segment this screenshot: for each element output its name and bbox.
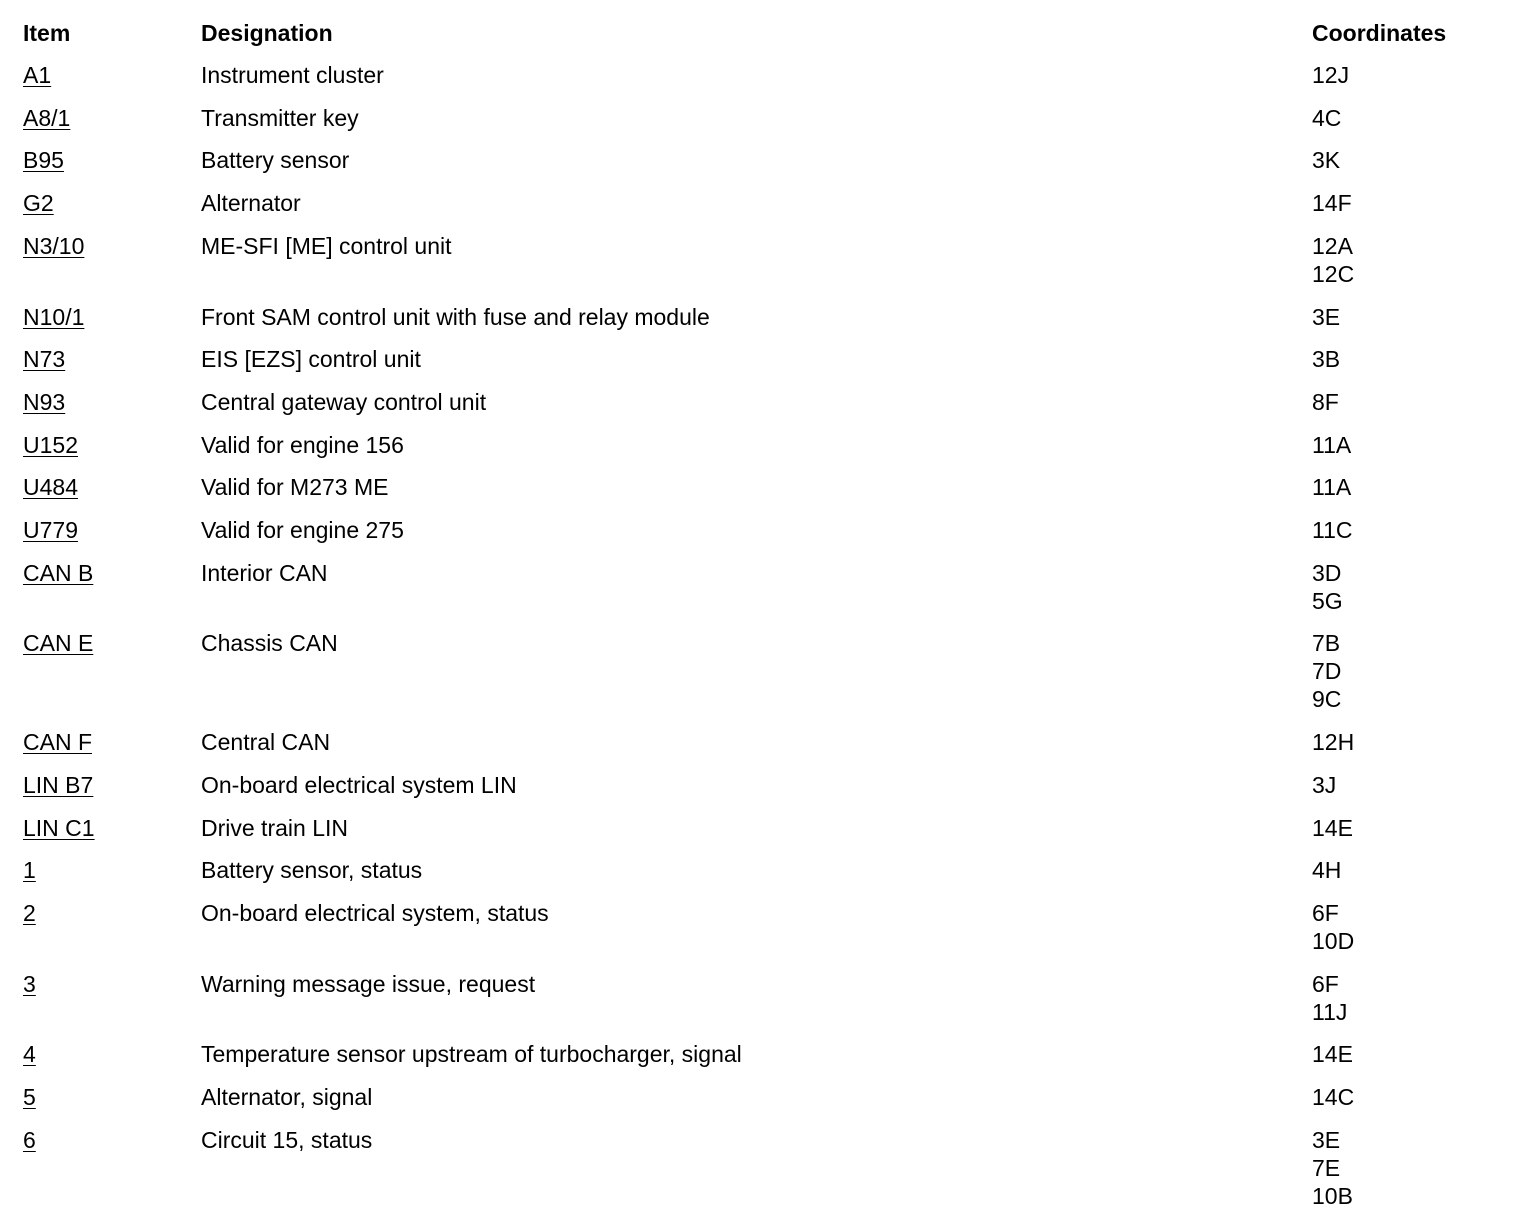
- coordinate-value: 10D: [1312, 927, 1355, 954]
- item-cell: [23, 473, 78, 501]
- item-link[interactable]: U779: [23, 517, 78, 543]
- coordinates-cell: [1312, 771, 1336, 799]
- item-link[interactable]: 4: [23, 1041, 36, 1068]
- coordinate-value: 12C: [1312, 260, 1355, 287]
- designation-cell: EIS [EZS] control unit: [201, 346, 421, 373]
- table-header: [0, 17, 1536, 49]
- coordinate-value: 4H: [1312, 857, 1342, 884]
- item-cell: [23, 1083, 36, 1111]
- item-cell: [23, 431, 78, 459]
- designation-cell: Interior CAN: [201, 559, 328, 586]
- item-link[interactable]: LIN C1: [23, 814, 95, 841]
- coordinates-cell: [1312, 629, 1341, 713]
- item-link[interactable]: N10/1: [23, 303, 85, 330]
- coordinate-value: 6F: [1312, 899, 1339, 926]
- designation-cell: Warning message issue, request: [201, 970, 536, 997]
- designation-cell: Valid for engine 156: [201, 431, 404, 458]
- coordinate-value: 3K: [1312, 147, 1341, 174]
- designation-cell: Circuit 15, status: [201, 1126, 373, 1153]
- coordinates-cell: [1312, 189, 1352, 217]
- designation-cell: Valid for M273 ME: [201, 474, 389, 501]
- item-cell: [23, 856, 36, 884]
- item-cell: [23, 104, 70, 132]
- item-cell: [23, 303, 84, 331]
- coordinate-value: 11A: [1312, 474, 1352, 501]
- coordinate-value: 3J: [1312, 771, 1337, 798]
- coordinate-value: 4C: [1312, 104, 1342, 131]
- coordinate-value: 12A: [1312, 232, 1353, 259]
- coordinate-value: 11C: [1312, 517, 1353, 543]
- coordinates-cell: [1312, 856, 1341, 884]
- item-cell: [23, 516, 78, 544]
- item-cell: [23, 814, 95, 842]
- coordinates-cell: [1312, 728, 1354, 756]
- item-link[interactable]: 5: [23, 1084, 36, 1110]
- header-item: Item: [23, 20, 71, 46]
- coordinate-value: 9C: [1312, 686, 1342, 713]
- item-link[interactable]: 3: [23, 970, 36, 997]
- coordinate-value: 11J: [1312, 998, 1348, 1025]
- coordinates-cell: [1312, 431, 1351, 459]
- item-cell: [23, 189, 54, 217]
- coordinate-value: 8F: [1312, 388, 1339, 415]
- designation-cell: Battery sensor: [201, 147, 350, 174]
- designation-cell: Instrument cluster: [201, 62, 384, 88]
- coordinate-value: 5G: [1312, 587, 1343, 614]
- item-link[interactable]: LIN B7: [23, 771, 94, 798]
- coordinates-cell: [1312, 146, 1340, 174]
- designation-cell: On-board electrical system, status: [201, 899, 549, 926]
- designation-cell: ME-SFI [ME] control unit: [201, 232, 452, 259]
- designation-cell: Drive train LIN: [201, 814, 348, 841]
- designation-cell: Valid for engine 275: [201, 517, 404, 543]
- coordinate-value: 3E: [1312, 1126, 1341, 1153]
- item-cell: [23, 388, 65, 416]
- coordinates-cell: [1312, 473, 1351, 501]
- coordinates-cell: [1312, 1040, 1353, 1068]
- designation-cell: Temperature sensor upstream of turbocharger, signal: [201, 1041, 742, 1068]
- item-cell: [23, 1126, 36, 1154]
- item-link[interactable]: B95: [23, 147, 64, 174]
- coordinate-value: 3B: [1312, 346, 1341, 373]
- item-link[interactable]: N73: [23, 346, 66, 373]
- coordinate-value: 6F: [1312, 970, 1339, 997]
- item-cell: [23, 728, 92, 756]
- item-link[interactable]: N93: [23, 388, 66, 415]
- coordinate-value: 14E: [1312, 814, 1353, 841]
- designation-cell: Battery sensor, status: [201, 857, 423, 884]
- item-link[interactable]: G2: [23, 190, 54, 217]
- item-link[interactable]: CAN F: [23, 729, 92, 756]
- header-coordinates: Coordinates: [1312, 20, 1447, 46]
- coordinate-value: 14F: [1312, 190, 1352, 217]
- coordinates-cell: [1312, 516, 1353, 544]
- coordinates-cell: [1312, 814, 1353, 842]
- item-cell: [23, 559, 93, 587]
- item-cell: [23, 970, 36, 998]
- item-cell: [23, 232, 84, 260]
- coordinates-cell: [1312, 1126, 1353, 1210]
- coordinate-value: 3D: [1312, 559, 1342, 586]
- coordinate-value: 14E: [1312, 1041, 1353, 1068]
- coordinate-value: 7E: [1312, 1154, 1341, 1181]
- item-cell: [23, 629, 93, 657]
- item-link[interactable]: A8/1: [23, 104, 71, 131]
- designation-cell: Alternator, signal: [201, 1084, 373, 1110]
- coordinate-value: 7B: [1312, 630, 1341, 657]
- designation-cell: On-board electrical system LIN: [201, 771, 517, 798]
- designation-cell: Front SAM control unit with fuse and relay module: [201, 303, 710, 330]
- coordinates-cell: [1312, 104, 1341, 132]
- item-cell: [23, 146, 64, 174]
- designation-cell: Central CAN: [201, 729, 331, 756]
- item-cell: [23, 899, 36, 927]
- coordinates-cell: [1312, 1083, 1354, 1111]
- coordinate-value: 7D: [1312, 658, 1342, 685]
- coordinates-cell: [1312, 303, 1340, 331]
- designation-cell: Chassis CAN: [201, 630, 338, 657]
- header-designation: Designation: [201, 20, 333, 46]
- coordinates-cell: [1312, 345, 1340, 373]
- item-cell: [23, 1040, 36, 1068]
- coordinate-value: 12J: [1312, 62, 1350, 88]
- item-link[interactable]: 6: [23, 1126, 36, 1153]
- item-link[interactable]: CAN B: [23, 559, 94, 586]
- coordinates-cell: [1312, 232, 1354, 288]
- designation-cell: Alternator: [201, 190, 301, 217]
- coordinates-cell: [1312, 970, 1347, 1026]
- coordinate-value: 11A: [1312, 431, 1352, 458]
- item-link[interactable]: A1: [23, 62, 52, 88]
- item-link[interactable]: N3/10: [23, 232, 85, 259]
- item-link[interactable]: CAN E: [23, 630, 94, 657]
- item-link[interactable]: 1: [23, 857, 36, 884]
- designation-cell: Transmitter key: [201, 104, 359, 131]
- item-cell: [23, 771, 93, 799]
- item-cell: [23, 345, 65, 373]
- coordinate-value: 12H: [1312, 729, 1355, 756]
- item-cell: [23, 61, 51, 89]
- coordinates-cell: [1312, 899, 1354, 955]
- coordinates-cell: [1312, 61, 1349, 89]
- coordinate-value: 14C: [1312, 1084, 1355, 1110]
- designation-cell: Central gateway control unit: [201, 388, 487, 415]
- coordinate-value: 3E: [1312, 303, 1341, 330]
- coordinates-cell: [1312, 388, 1339, 416]
- item-link[interactable]: 2: [23, 899, 36, 926]
- item-link[interactable]: U484: [23, 474, 78, 501]
- coordinate-value: 10B: [1312, 1182, 1353, 1209]
- coordinates-cell: [1312, 559, 1343, 615]
- item-link[interactable]: U152: [23, 431, 78, 458]
